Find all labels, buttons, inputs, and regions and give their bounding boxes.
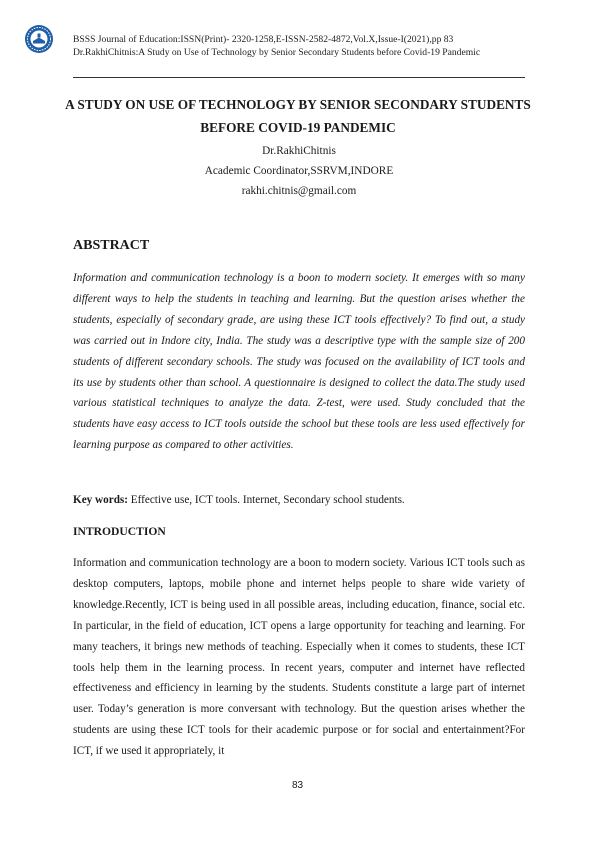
abstract-text: Information and communication technology is a boon to modern society. It emerges with so many different ways to help the students in teaching and learning. But the question arises whether the students, especially of secondary grade, are using these ICT tools effectively? To find out, a study was carried out in Indore city, India. The study was a descriptive type with the sample size of 200 students of different secondary schools. The study was focused on the availability of ICT tools and its use by students other than school. A questionnaire is designed to collect the data.The study used various statistical techniques to analyze the data. Z-test, were used. Study concluded that the students have easy access to ICT tools outside the school but these tools are less used effectively for learning purpose as compared to other activities. xyxy=(73,272,525,452)
author-email: rakhi.chitnis@gmail.com xyxy=(241,185,357,197)
introduction-heading: INTRODUCTION xyxy=(73,525,166,538)
abstract-heading: ABSTRACT xyxy=(73,238,150,253)
keywords-label: Key words: xyxy=(73,494,128,506)
author-block xyxy=(73,141,525,201)
journal-citation-line: BSSS Journal of Education:ISSN(Print)- 2320-1258,E-ISSN-2582-4872,Vol.X,Issue-I(2021),pp 83 xyxy=(73,34,454,45)
journal-logo-icon xyxy=(24,24,54,54)
page-number: 83 xyxy=(291,780,304,791)
journal-header xyxy=(73,33,523,59)
header-divider xyxy=(73,77,525,78)
keywords xyxy=(73,492,525,508)
keywords-text: Effective use, ICT tools. Internet, Secondary school students. xyxy=(128,494,405,506)
author-name: Dr.RakhiChitnis xyxy=(262,145,336,157)
running-title: Dr.RakhiChitnis:A Study on Use of Technology by Senior Secondary Students before Covid-19 Pandemic xyxy=(73,47,481,58)
paper-title: A STUDY ON USE OF TECHNOLOGY BY SENIOR SECONDARY STUDENTS BEFORE COVID-19 PANDEMIC xyxy=(65,97,531,135)
author-affiliation: Academic Coordinator,SSRVM,INDORE xyxy=(204,165,394,177)
introduction-text: Information and communication technology are a boon to modern society. Various ICT tools such as desktop computers, laptops, mobile phone and internet helps people to share wide variety of knowledge.Recently, ICT is being used in all possible areas, including education, finance, social etc. In particular, in the field of education, ICT opens a large opportunity for teaching and learning. For many teachers, it brings new methods of teaching. Especially when it comes to students, these ICT tools help them in the learning process. In recent years, computer and internet have reflected effectiveness and efficiency in learning by the students. Students constitute a large part of internet user. Today’s generation is more conversant with technology. But the question arises whether the students are using these ICT tools for their academic purpose or for social and entertainment?For ICT, if we used it appropriately, it xyxy=(73,557,525,758)
